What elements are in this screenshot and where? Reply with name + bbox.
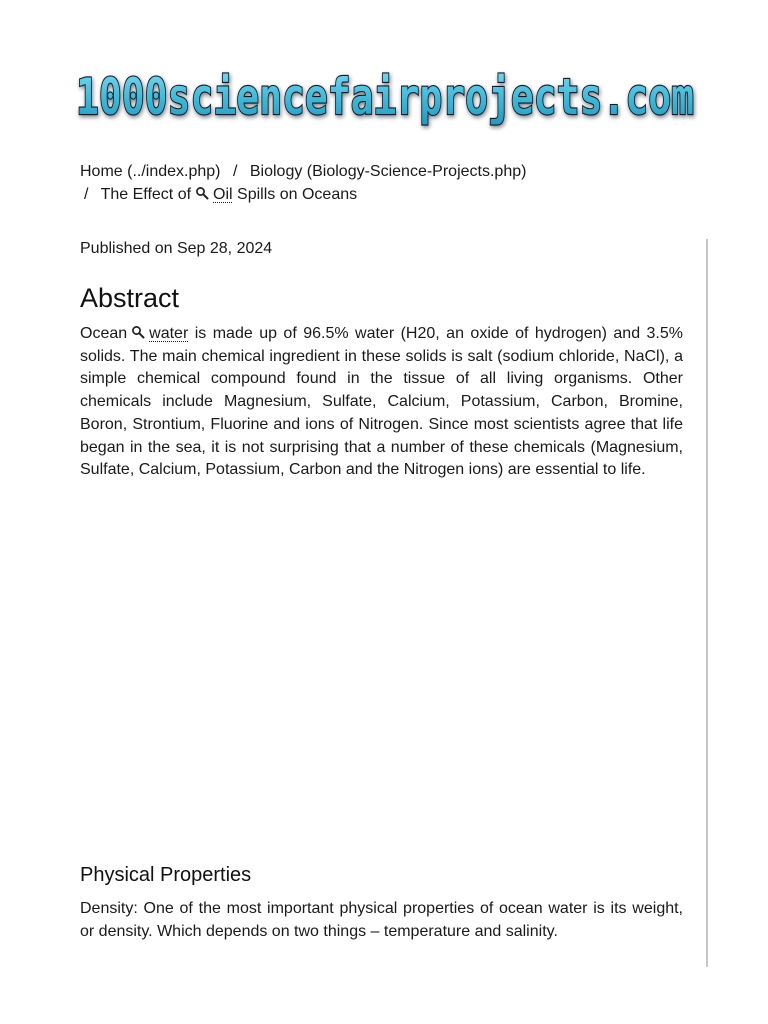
abstract-lead: Ocean: [80, 325, 128, 342]
breadcrumb: [80, 160, 700, 206]
abstract-heading: Abstract: [80, 283, 180, 313]
breadcrumb-home-link[interactable]: Home (../index.php): [80, 163, 221, 180]
density-paragraph: Density: One of the most important physical properties of ocean water is its weight, or density. Which depends on two things – temperature and salinity.: [80, 900, 683, 940]
keyword-lookup-oil[interactable]: Oil: [213, 186, 233, 203]
breadcrumb-current-suffix: Spills on Oceans: [237, 186, 358, 203]
abstract-paragraph: [80, 323, 683, 482]
breadcrumb-separator: /: [232, 163, 238, 180]
published-date: Published on Sep 28, 2024: [80, 240, 273, 257]
breadcrumb-biology-link[interactable]: Biology (Biology-Science-Projects.php): [249, 163, 527, 180]
magnifier-icon: [131, 325, 145, 339]
physical-properties-heading: Physical Properties: [80, 864, 252, 886]
breadcrumb-current-prefix: The Effect of: [100, 186, 192, 203]
magnifier-icon: [195, 186, 209, 200]
breadcrumb-row: [80, 183, 700, 206]
logo-graphic: [72, 58, 702, 140]
abstract-body: is made up of 96.5% water (H20, an oxide of hydrogen) and 3.5% solids. The main chemical ingredient in these solids is salt (sodium chloride, NaCl), a simple chemical compound found in the tissue of all living organisms. Other chemicals include Magnesium, Sulfate, Calcium, Potassium, Carbon, Bromine, Boron, Strontium, Fluorine and ions of Nitrogen. Since most scientists agree that life began in the sea, it is not surprising that a number of these chemicals (Magnesium, Sulfate, Calcium, Potassium, Carbon and the Nitrogen ions) are essential to life.: [80, 325, 683, 479]
logo-text: 1000sciencefairprojects.com: [76, 68, 694, 126]
content-divider: [706, 239, 708, 967]
breadcrumb-separator: /: [84, 186, 89, 203]
breadcrumb-row: [80, 160, 700, 183]
keyword-lookup-water[interactable]: water: [149, 325, 189, 342]
site-logo[interactable]: [72, 58, 702, 140]
